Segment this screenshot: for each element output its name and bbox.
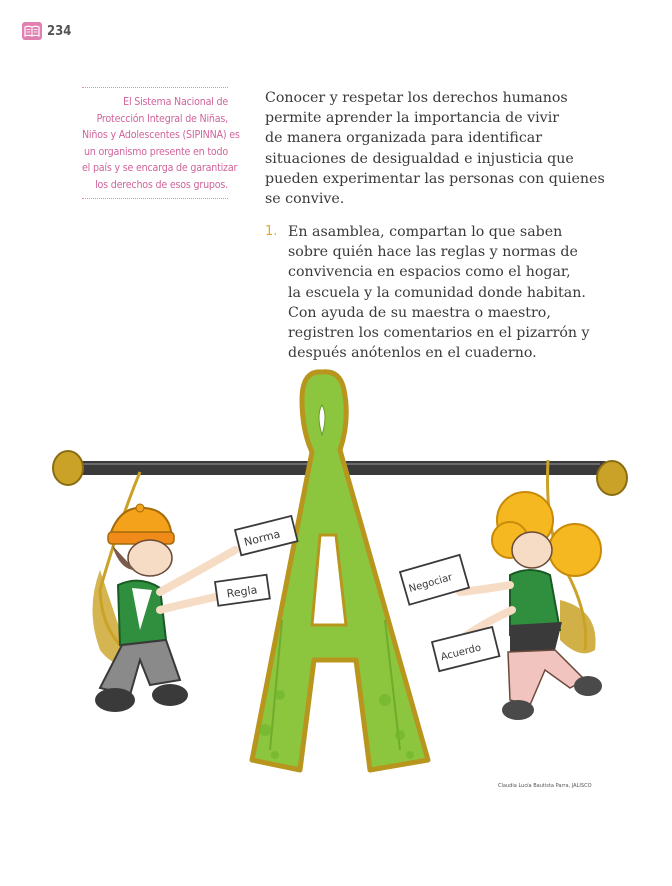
card-norma	[235, 516, 298, 555]
card-regla-label: Regla	[225, 583, 259, 601]
sidenote-line: El Sistema Nacional de	[123, 96, 228, 108]
activity-text	[288, 222, 605, 363]
sidenote-line: el país y se encarga de garantizar	[82, 162, 238, 175]
card-negociar	[400, 555, 469, 605]
boy-character	[95, 504, 235, 712]
activity-line: Con ayuda de su maestra o maestro,	[288, 304, 551, 321]
book-icon	[22, 22, 42, 40]
page-header	[22, 22, 71, 40]
activity-line: registren los comentarios en el pizarrón y	[288, 325, 590, 342]
sidenote-line: Protección Integral de Niñas,	[96, 112, 228, 125]
intro-line: de manera organizada para identificar	[265, 130, 543, 147]
activity-1	[265, 222, 605, 363]
activity-line: después anótenlos en el cuaderno.	[288, 345, 537, 362]
children-letter-a-illustration	[40, 360, 640, 800]
activity-line: En asamblea, compartan lo que saben	[288, 224, 563, 240]
intro-line: Conocer y respetar los derechos humanos	[265, 90, 568, 106]
sidenote-line: Niños y Adolescentes (SIPINNA) es	[82, 129, 240, 142]
card-norma-label: Norma	[242, 527, 282, 549]
activity-line: sobre quién hace las reglas y normas de	[288, 244, 578, 261]
intro-paragraph	[265, 88, 605, 209]
card-regla	[215, 575, 270, 606]
sidenote-line: los derechos de esos grupos.	[95, 178, 228, 191]
sipinna-sidenote	[82, 87, 240, 199]
card-acuerdo	[432, 627, 499, 671]
page-number: 234	[47, 23, 72, 39]
activity-number: 1.	[265, 224, 278, 239]
card-negociar-label: Negociar	[407, 572, 454, 595]
intro-line: pueden experimentar las personas con quienes	[265, 170, 605, 187]
intro-line: permite aprender la importancia de vivir	[265, 110, 560, 127]
activity-line: convivencia en espacios como el hogar,	[288, 264, 571, 281]
card-acuerdo-label: Acuerdo	[439, 642, 483, 664]
illustration-credit: Claudia Lucía Bautista Parra, JALISCO	[498, 783, 592, 789]
intro-line: situaciones de desigualdad e injusticia que	[265, 150, 574, 167]
activity-line: la escuela y la comunidad donde habitan.	[288, 284, 586, 301]
sidenote-line: un organismo presente en todo	[83, 145, 228, 158]
intro-line: se convive.	[265, 191, 345, 208]
